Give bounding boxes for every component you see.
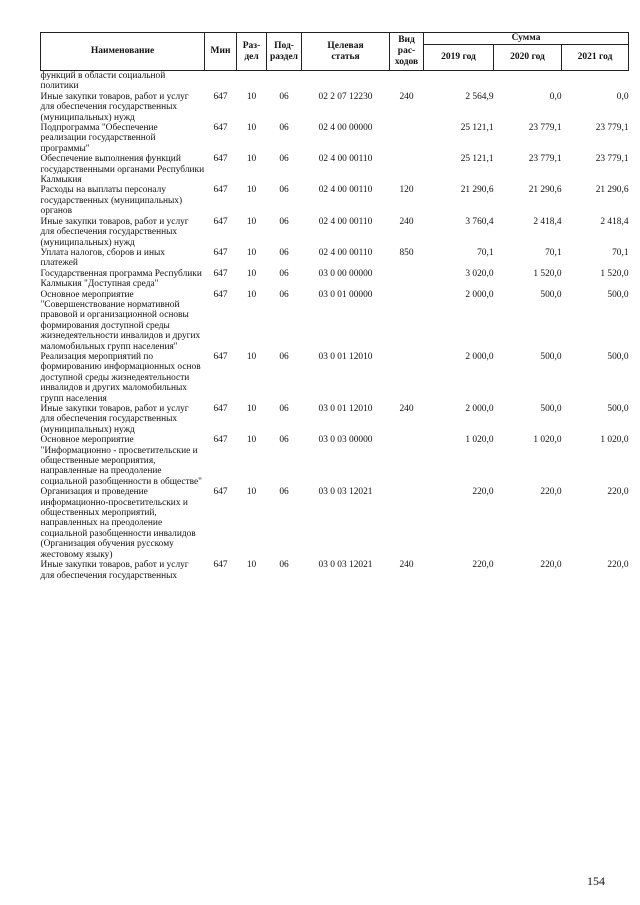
cell-target: 03 0 01 12010 bbox=[318, 351, 373, 362]
cell-y2020: 23 779,1 bbox=[528, 123, 562, 134]
cell-target: 03 0 01 12010 bbox=[318, 404, 373, 414]
cell-vid bbox=[390, 154, 424, 185]
cell-razdel: 10 bbox=[246, 185, 257, 196]
cell-razdel: 10 bbox=[246, 435, 257, 446]
cell-vid bbox=[390, 269, 424, 290]
cell-target: 03 0 03 12021 bbox=[318, 487, 373, 498]
cell-podrazdel: 06 bbox=[279, 185, 289, 196]
cell-vid: 240 bbox=[399, 404, 414, 414]
cell-podrazdel: 06 bbox=[279, 123, 289, 134]
cell-vid bbox=[390, 352, 424, 404]
cell-y2021: 21 290,6 bbox=[595, 185, 629, 196]
cell-target: 02 4 00 00110 bbox=[318, 185, 373, 196]
cell-min: 647 bbox=[213, 404, 228, 414]
cell-name: Основное мероприятие "Совершенствование нормативной правовой и организационной основы формирования доступной среды жизнедеятельности инвалидов и других маломобильных групп населения" bbox=[40, 289, 201, 352]
cell-y2020: 500,0 bbox=[540, 289, 562, 300]
cell-podrazdel: 06 bbox=[279, 351, 289, 362]
cell-min: 647 bbox=[213, 185, 228, 196]
cell-name: Подпрограмма "Обеспечение реализации государственной программы" bbox=[40, 123, 158, 154]
header-2021: 2021 год bbox=[562, 45, 629, 71]
cell-name: Основное мероприятие "Информационно - просветительские и общественные мероприятия, направленные на преодоление социальной разобщенности в обществе" bbox=[40, 435, 203, 487]
cell-min: 647 bbox=[213, 289, 228, 300]
table-row bbox=[41, 435, 629, 487]
header-min: Мин bbox=[205, 33, 237, 71]
cell-y2021: 500,0 bbox=[607, 404, 629, 414]
cell-razdel: 10 bbox=[246, 154, 257, 165]
cell-podrazdel: 06 bbox=[279, 216, 289, 227]
cell-razdel: 10 bbox=[246, 487, 257, 498]
header-sum: Сумма bbox=[424, 33, 629, 45]
cell-min: 647 bbox=[213, 91, 228, 102]
cell-y2019: 3 760,4 bbox=[465, 216, 494, 227]
cell-vid bbox=[390, 290, 424, 352]
cell-min: 647 bbox=[213, 560, 228, 571]
cell-y2021: 0,0 bbox=[616, 91, 629, 102]
cell-razdel: 10 bbox=[246, 268, 257, 279]
table-row bbox=[41, 269, 629, 290]
cell-min: 647 bbox=[213, 123, 228, 134]
cell-target: 02 4 00 00000 bbox=[318, 123, 373, 134]
cell-target: 03 0 03 12021 bbox=[318, 560, 373, 571]
table-row bbox=[41, 560, 629, 581]
cell-y2020: 1 020,0 bbox=[533, 435, 562, 446]
table-row bbox=[41, 352, 629, 404]
cell-podrazdel: 06 bbox=[279, 487, 289, 498]
cell-y2021: 500,0 bbox=[607, 289, 629, 300]
cell-y2021: 1 020,0 bbox=[600, 435, 629, 446]
cell-y2021: 220,0 bbox=[607, 487, 629, 498]
cell-y2019: 70,1 bbox=[477, 247, 494, 258]
header-2020: 2020 год bbox=[494, 45, 562, 71]
cell-name: Реализация мероприятий по формированию информационных основ доступной среды жизнедеятельности инвалидов и других маломобильных групп населения bbox=[40, 351, 201, 404]
cell-name: Обеспечение выполнения функций государственными органами Республики Калмыкия bbox=[40, 154, 205, 186]
header-razdel: Раз- дел bbox=[237, 33, 267, 71]
cell-name: Уплата налогов, сборов и иных платежей bbox=[40, 247, 165, 269]
cell-target: 02 2 07 12230 bbox=[318, 91, 373, 102]
cell-vid: 240 bbox=[399, 91, 414, 102]
cell-min: 647 bbox=[213, 487, 228, 498]
table-header bbox=[41, 33, 629, 71]
cell-podrazdel: 06 bbox=[279, 91, 289, 102]
cell-target: 03 0 01 00000 bbox=[318, 289, 373, 300]
cell-podrazdel: 06 bbox=[279, 268, 289, 279]
cell-y2021: 23 779,1 bbox=[595, 154, 629, 165]
header-podrazdel: Под- раздел bbox=[267, 33, 302, 71]
cell-target: 03 0 03 00000 bbox=[318, 435, 373, 446]
cell-y2019: 1 020,0 bbox=[465, 435, 494, 446]
cell-y2021: 23 779,1 bbox=[595, 123, 629, 134]
cell-y2020: 1 520,0 bbox=[533, 268, 562, 279]
cell-y2021 bbox=[562, 71, 629, 92]
table-row bbox=[41, 92, 629, 123]
cell-podrazdel: 06 bbox=[279, 560, 289, 571]
cell-podrazdel: 06 bbox=[279, 289, 289, 300]
cell-y2020: 500,0 bbox=[540, 404, 562, 414]
cell-target bbox=[302, 71, 390, 92]
cell-name: функций в области социальной политики bbox=[40, 71, 166, 92]
cell-target: 02 4 00 00110 bbox=[318, 216, 373, 227]
cell-name: Организация и проведение информационно-просветительских и общественных мероприятий, направленных на преодоление социальной разобщенности инвалидов (Организация обучения русскому жестовому языку) bbox=[40, 487, 196, 560]
cell-vid: 120 bbox=[399, 185, 414, 196]
cell-y2020 bbox=[494, 71, 562, 92]
cell-podrazdel bbox=[267, 71, 302, 92]
cell-target: 03 0 00 00000 bbox=[318, 268, 373, 279]
cell-y2020: 220,0 bbox=[540, 560, 562, 571]
cell-y2020: 70,1 bbox=[545, 247, 562, 258]
cell-name: Иные закупки товаров, работ и услуг для обеспечения государственных (муниципальных) нужд bbox=[40, 216, 189, 248]
cell-razdel: 10 bbox=[246, 91, 257, 102]
cell-y2020: 2 418,4 bbox=[533, 216, 562, 227]
table-row bbox=[41, 248, 629, 269]
cell-min: 647 bbox=[213, 351, 228, 362]
budget-table bbox=[40, 32, 629, 581]
cell-y2019: 220,0 bbox=[472, 560, 494, 571]
cell-razdel: 10 bbox=[246, 247, 257, 258]
cell-target: 02 4 00 00110 bbox=[318, 154, 373, 165]
cell-y2019: 21 290,6 bbox=[460, 185, 494, 196]
cell-razdel: 10 bbox=[246, 351, 257, 362]
cell-vid bbox=[390, 435, 424, 487]
cell-name: Государственная программа Республики Калмыкия "Доступная среда" bbox=[40, 268, 202, 290]
table-row bbox=[41, 123, 629, 154]
cell-razdel: 10 bbox=[246, 560, 257, 571]
cell-y2019: 3 020,0 bbox=[465, 268, 494, 279]
cell-y2021: 70,1 bbox=[612, 247, 629, 258]
cell-y2019: 220,0 bbox=[472, 487, 494, 498]
cell-vid bbox=[390, 123, 424, 154]
cell-name: Иные закупки товаров, работ и услуг для обеспечения государственных (муниципальных) нужд bbox=[40, 404, 189, 435]
table-row bbox=[41, 154, 629, 185]
cell-y2021: 500,0 bbox=[607, 351, 629, 362]
cell-y2019: 25 121,1 bbox=[460, 154, 494, 165]
cell-razdel: 10 bbox=[246, 123, 257, 134]
cell-y2019: 2 564,9 bbox=[465, 91, 494, 102]
table-row bbox=[41, 71, 629, 92]
cell-vid: 240 bbox=[399, 560, 414, 571]
cell-name: Иные закупки товаров, работ и услуг для обеспечения государственных bbox=[40, 560, 189, 581]
cell-vid bbox=[390, 487, 424, 560]
cell-min bbox=[205, 71, 237, 92]
cell-vid: 850 bbox=[399, 247, 414, 258]
cell-y2019: 2 000,0 bbox=[465, 404, 494, 414]
cell-razdel: 10 bbox=[246, 216, 257, 227]
cell-podrazdel: 06 bbox=[279, 247, 289, 258]
cell-y2020: 23 779,1 bbox=[528, 154, 562, 165]
cell-razdel: 10 bbox=[246, 404, 257, 414]
cell-y2020: 220,0 bbox=[540, 487, 562, 498]
cell-podrazdel: 06 bbox=[279, 404, 289, 414]
cell-min: 647 bbox=[213, 216, 228, 227]
cell-min: 647 bbox=[213, 268, 228, 279]
cell-y2019: 2 000,0 bbox=[465, 351, 494, 362]
cell-y2021: 220,0 bbox=[607, 560, 629, 571]
cell-y2019 bbox=[424, 71, 494, 92]
cell-y2019: 25 121,1 bbox=[460, 123, 494, 134]
cell-min: 647 bbox=[213, 247, 228, 258]
cell-vid bbox=[390, 71, 424, 92]
cell-vid: 240 bbox=[399, 216, 414, 227]
header-name: Наименование bbox=[41, 33, 205, 71]
cell-name: Расходы на выплаты персоналу государственных (муниципальных) органов bbox=[40, 185, 183, 217]
table-body bbox=[41, 71, 629, 581]
cell-min: 647 bbox=[213, 154, 228, 165]
cell-y2021: 2 418,4 bbox=[600, 216, 629, 227]
table-row bbox=[41, 487, 629, 560]
cell-y2020: 21 290,6 bbox=[528, 185, 562, 196]
cell-y2019: 2 000,0 bbox=[465, 289, 494, 300]
cell-podrazdel: 06 bbox=[279, 154, 289, 165]
cell-razdel bbox=[237, 71, 267, 92]
table-row bbox=[41, 217, 629, 248]
header-2019: 2019 год bbox=[424, 45, 494, 71]
cell-y2020: 0,0 bbox=[549, 91, 562, 102]
cell-podrazdel: 06 bbox=[279, 435, 289, 446]
table-row bbox=[41, 404, 629, 435]
table-row bbox=[41, 290, 629, 352]
page-number: 154 bbox=[587, 874, 605, 888]
cell-name: Иные закупки товаров, работ и услуг для обеспечения государственных (муниципальных) нужд bbox=[40, 91, 189, 123]
cell-y2021: 1 520,0 bbox=[600, 268, 629, 279]
cell-target: 02 4 00 00110 bbox=[318, 247, 373, 258]
cell-min: 647 bbox=[213, 435, 228, 446]
header-vid: Вид рас- ходов bbox=[390, 33, 424, 71]
table-row bbox=[41, 185, 629, 216]
cell-y2020: 500,0 bbox=[540, 351, 562, 362]
header-target: Целевая статья bbox=[302, 33, 390, 71]
cell-razdel: 10 bbox=[246, 289, 257, 300]
